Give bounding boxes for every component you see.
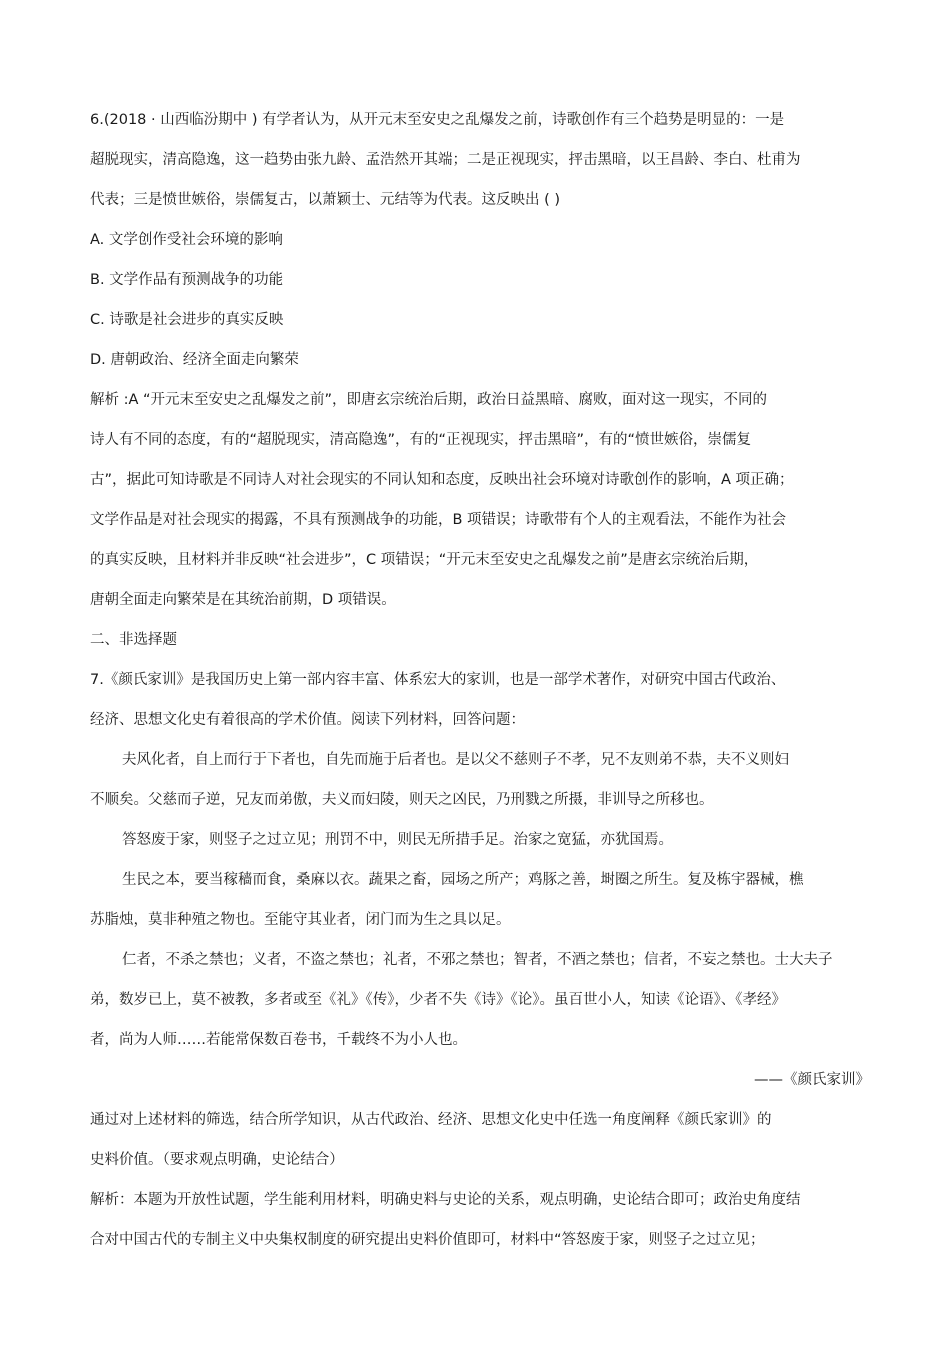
material-line: 答怒废于家，则竖子之过立见；刑罚不中，则民无所措手足。治家之宽猛，亦犹国焉。 <box>122 832 673 848</box>
q6-option-d: D. 唐朝政治、经济全面走向繁荣 <box>90 352 299 368</box>
q7-material <box>90 746 872 1066</box>
q7-question-line: 通过对上述材料的筛选，结合所学知识，从古代政治、经济、思想文化史中任选一角度阐释《颜氏家训》的 <box>90 1112 772 1128</box>
q7-analysis-line: 合对中国古代的专制主义中央集权制度的研究提出史料价值即可，材料中“答怒废于家，则竖子之过立见； <box>90 1232 765 1248</box>
q7-question-line: 史料价值。（要求观点明确，史论结合） <box>90 1152 344 1168</box>
section-heading: 二、非选择题 <box>90 632 177 648</box>
q7-stem-line: 经济、思想文化史有着很高的学术价值。阅读下列材料，回答问题： <box>90 712 525 728</box>
q6-stem-line: 6.(2018 · 山西临汾期中 ) 有学者认为，从开元末至安史之乱爆发之前，诗歌创作有三个趋势是明显的：一是 <box>90 112 785 128</box>
material-line: 夫风化者，自上而行于下者也，自先而施于后者也。是以父不慈则子不孝，兄不友则弟不恭，夫不义则妇 <box>122 752 789 768</box>
material-source: ——《颜氏家训》 <box>754 1072 870 1088</box>
q6-option-c: C. 诗歌是社会进步的真实反映 <box>90 312 284 328</box>
q6-option-b: B. 文学作品有预测战争的功能 <box>90 272 284 288</box>
material-line: 苏脂烛，莫非种殖之物也。至能守其业者，闭门而为生之具以足。 <box>90 912 511 928</box>
q6-analysis-line: 古”，据此可知诗歌是不同诗人对社会现实的不同认知和态度，反映出社会环境对诗歌创作的影响，A 项正确； <box>90 472 794 488</box>
q6-stem-line: 代表；三是愤世嫉俗，崇儒复古，以萧颖士、元结等为代表。这反映出 ( ) <box>90 192 561 208</box>
question-7 <box>90 666 872 1266</box>
q6-analysis-line: 的真实反映，且材料并非反映“社会进步”，C 项错误；“开元末至安史之乱爆发之前”是唐玄宗统治后期， <box>90 552 759 568</box>
question-6 <box>90 106 872 626</box>
q6-option-a: A. 文学创作受社会环境的影响 <box>90 232 283 248</box>
q6-analysis-line: 诗人有不同的态度，有的“超脱现实，清高隐逸”，有的“正视现实，抨击黑暗”，有的“愤世嫉俗，崇儒复 <box>90 432 752 448</box>
material-line: 者，尚为人师……若能常保数百卷书，千载终不为小人也。 <box>90 1032 467 1048</box>
material-line: 仁者，不杀之禁也；义者，不盗之禁也；礼者，不邪之禁也；智者，不酒之禁也；信者，不妄之禁也。士大夫子 <box>122 952 833 968</box>
q7-stem-line: 7.《颜氏家训》是我国历史上第一部内容丰富、体系宏大的家训，也是一部学术著作，对研究中国古代政治、 <box>90 672 786 688</box>
q6-analysis-line: 解析 :A “开元末至安史之乱爆发之前”，即唐玄宗统治后期，政治日益黑暗、腐败，面对这一现实，不同的 <box>90 392 768 408</box>
q6-analysis-line: 文学作品是对社会现实的揭露，不具有预测战争的功能，B 项错误；诗歌带有个人的主观看法，不能作为社会 <box>90 512 787 528</box>
material-line: 不顺矣。父慈而子逆，兄友而弟傲，夫义而妇陵，则天之凶民，乃刑戮之所摄，非训导之所移也。 <box>90 792 714 808</box>
material-line: 弟，数岁已上，莫不被教，多者或至《礼》《传》，少者不失《诗》《论》。虽百世小人，知读《论语》、《孝经》 <box>90 992 786 1008</box>
q6-stem-line: 超脱现实，清高隐逸，这一趋势由张九龄、孟浩然开其端；二是正视现实，抨击黑暗，以王昌龄、李白、杜甫为 <box>90 152 801 168</box>
material-line: 生民之本，要当稼穑而食，桑麻以衣。蔬果之畜，园场之所产；鸡豚之善，埘圈之所生。复及栋宇器械，樵 <box>122 872 804 888</box>
q7-analysis-line: 解析：本题为开放性试题，学生能利用材料，明确史料与史论的关系，观点明确，史论结合即可；政治史角度结 <box>90 1192 801 1208</box>
q6-analysis-line: 唐朝全面走向繁荣是在其统治前期，D 项错误。 <box>90 592 396 608</box>
